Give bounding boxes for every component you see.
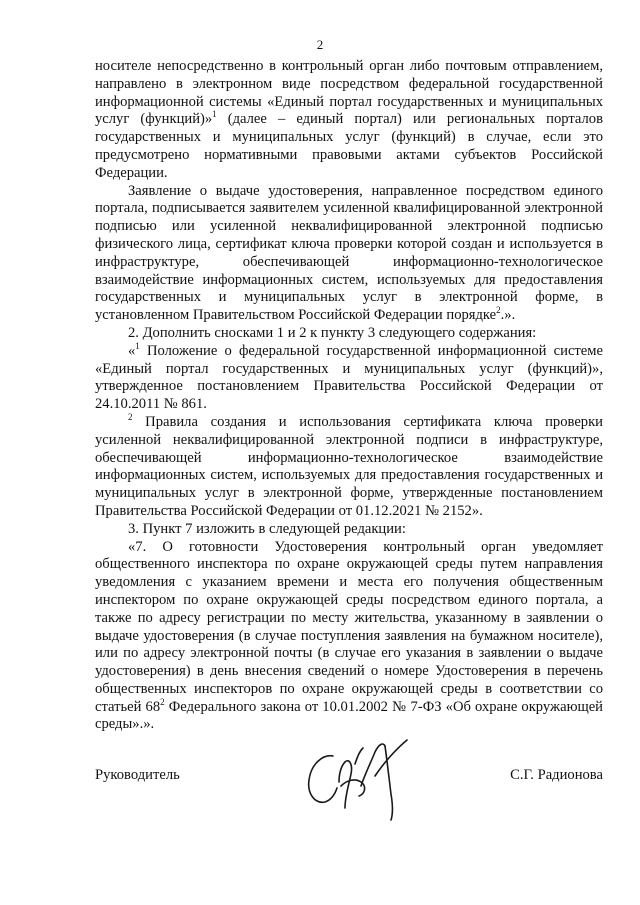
paragraph-text: 2. Дополнить сносками 1 и 2 к пункту 3 следующего содержания:	[128, 324, 537, 341]
paragraph-text: (далее – единый портал) или региональных порталов государственных и муниципальных услуг (функций) в случае, если это предусмотрено нормативными правовыми актами субъектов Российской Федерации.	[95, 111, 603, 181]
paragraph-text: Федерального закона от 10.01.2002 № 7-ФЗ «Об охране окружающей среды».».	[95, 698, 603, 733]
signer-title: Руководитель	[95, 767, 180, 783]
paragraph	[95, 340, 603, 414]
footnote-marker: 2	[496, 305, 501, 316]
signer-name: С.Г. Радионова	[510, 767, 603, 783]
paragraph-text: Положение о федеральной государственной информационной системе «Единый портал государственных и муниципальных услуг (функций)», утвержденное постановлением Правительства Российской Федерации от 24.10.2011 № 861.	[95, 342, 603, 413]
paragraph-text: Заявление о выдаче удостоверения, направленное посредством единого портала, подписывается заявителем усиленной квалифицированной электронной подписью или усиленной неквалифицированной электронной подписью физического лица, сертификат ключа проверки которой создан и используется в инфраструктуре, обеспечивающей информационно-технологическое взаимодействие информационных систем, используемых для предоставления государственных и муниципальных услуг в электронной форме, в установленном Правительством Российской Федерации порядке	[95, 182, 603, 324]
handwritten-signature	[295, 734, 425, 822]
paragraph	[95, 325, 603, 343]
paragraph-text: 3. Пункт 7 изложить в следующей редакции:	[128, 520, 406, 537]
paragraph-text: носителе непосредственно в контрольный орган либо почтовым отправлением, направлено в электронном виде посредством федеральной государственной информационной системы «Единый портал государственных и муниципальных услуг (функций)»	[95, 58, 603, 128]
paragraph-text: «	[128, 342, 136, 359]
signature-block	[95, 738, 603, 818]
paragraph-text: Правила создания и использования сертификата ключа проверки усиленной неквалифицированной электронной подписи в инфраструктуре, обеспечивающей информационно-технологическое взаимодействие информационных систем, используемых для предоставления государственных и муниципальных услуг в электронной форме, утвержденные постановлением Правительства Российской Федерации от 01.12.2021 № 2152».	[95, 413, 603, 519]
paragraph-text: .».	[500, 307, 516, 324]
footnote-marker: 1	[212, 109, 217, 120]
document-body	[95, 58, 603, 734]
paragraph	[95, 411, 603, 521]
page-number: 2	[316, 37, 324, 52]
paragraph	[95, 183, 603, 325]
footnote-marker: 2	[160, 696, 165, 707]
footnote-marker: 2	[128, 411, 133, 422]
paragraph	[95, 521, 603, 539]
footnote-marker: 1	[135, 340, 140, 351]
paragraph-text: «7. О готовности Удостоверения контрольный орган уведомляет общественного инспектора по охране окружающей среды путем направления уведомления с указанием времени и места его получения общественным инспектором по охране окружающей среды посредством единого портала, а также по адресу регистрации по месту жительства, указанному в заявлении о выдаче удостоверения (в случае поступления заявления на бумажном носителе), или по адресу электронной почты (в случае его указания в заявлении о выдаче удостоверения) в день внесения сведений о номере Удостоверения в перечень общественных инспекторов по охране окружающей среды в соответствии со статьей 68	[95, 538, 603, 715]
paragraph	[95, 539, 603, 735]
paragraph	[95, 58, 603, 183]
